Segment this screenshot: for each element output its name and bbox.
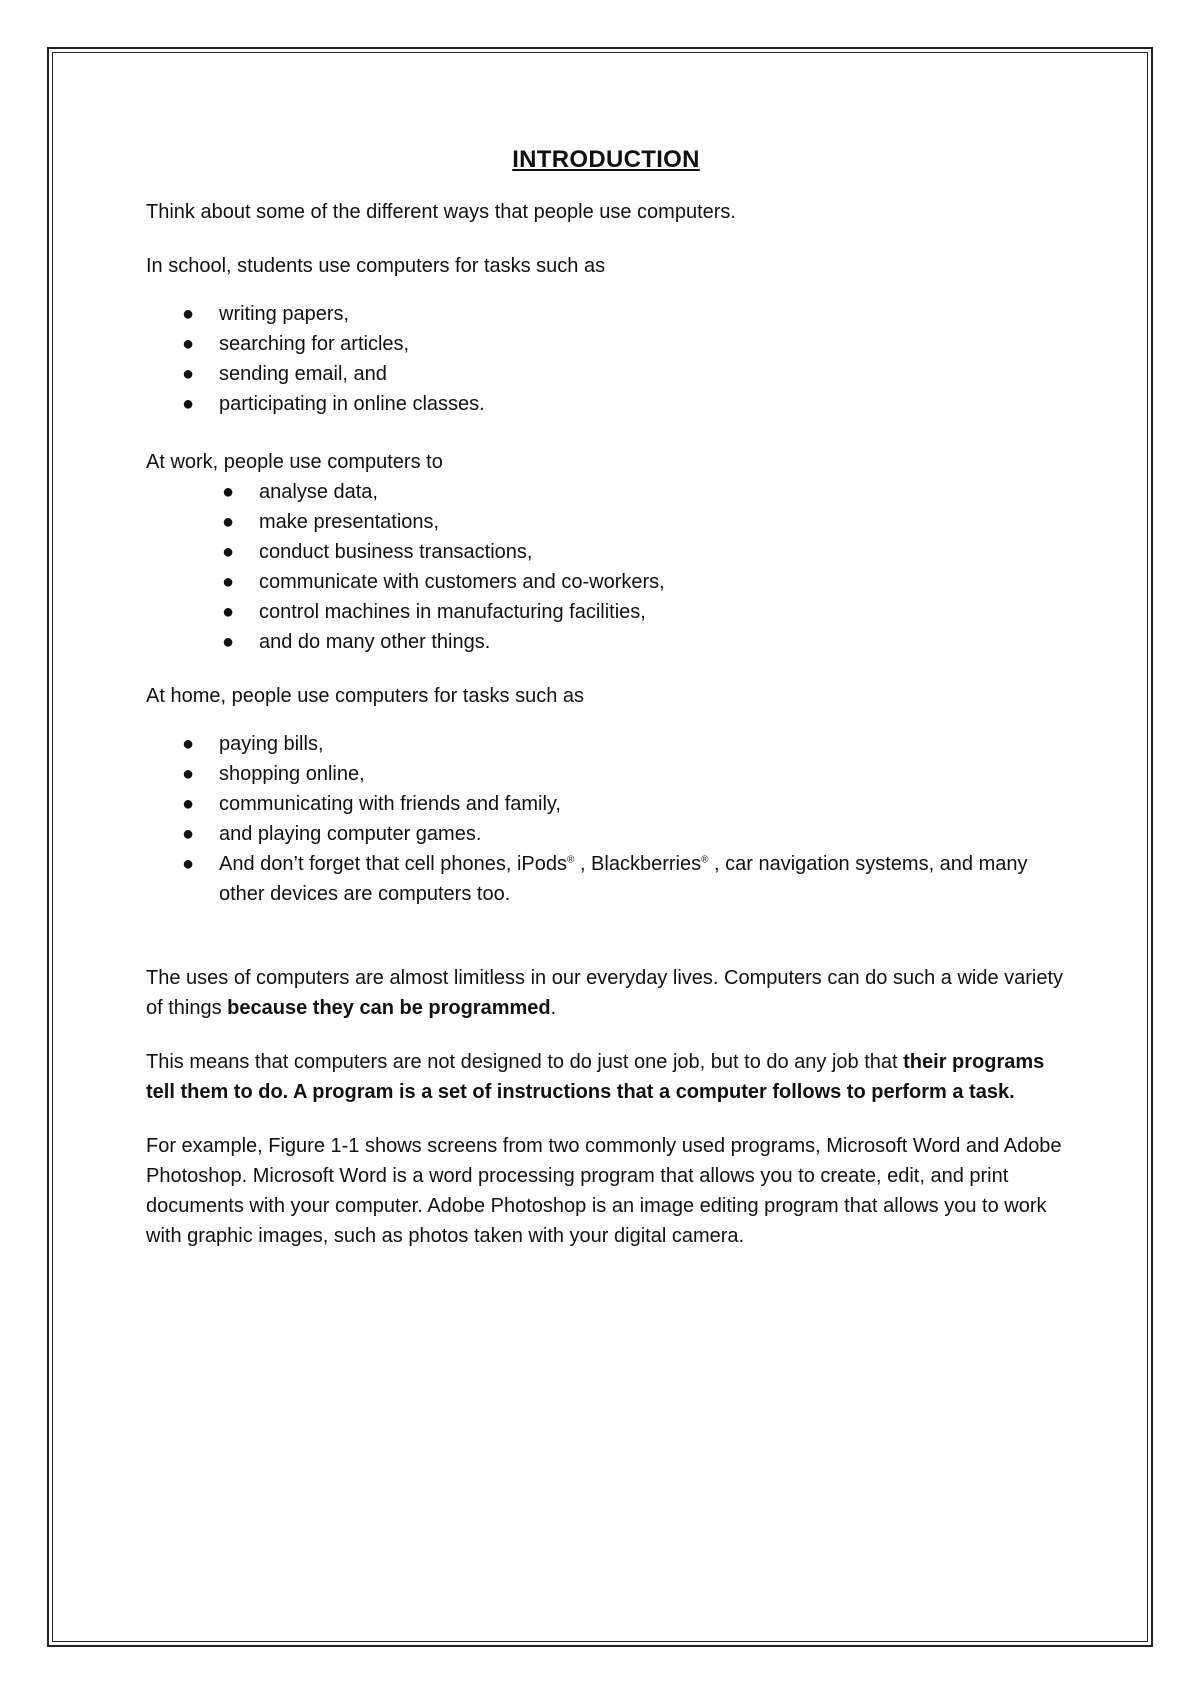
bullet-icon: ● (182, 333, 195, 355)
bullet-icon: ● (182, 363, 195, 385)
home-lead: At home, people use computers for tasks such as (146, 685, 584, 707)
list-item: ● make presentations, (146, 507, 1066, 537)
list-item: ● paying bills, (146, 729, 1066, 759)
work-lead: At work, people use computers to (146, 451, 443, 473)
school-lead: In school, students use computers for tasks such as (146, 255, 606, 277)
registered-mark: ® (567, 854, 575, 866)
bullet-icon: ● (222, 631, 235, 653)
bullet-icon: ● (222, 571, 235, 593)
list-item: ● participating in online classes. (146, 389, 1066, 419)
bullet-icon: ● (182, 853, 195, 875)
registered-mark: ® (701, 854, 709, 866)
work-list (146, 477, 1066, 657)
bullet-icon: ● (182, 763, 195, 785)
bullet-icon: ● (182, 393, 195, 415)
page-title: INTRODUCTION (512, 146, 700, 173)
school-list (146, 299, 1066, 419)
bullet-icon: ● (222, 511, 235, 533)
document-body (146, 145, 1066, 1275)
list-item: ● sending email, and (146, 359, 1066, 389)
list-item: ● analyse data, (146, 477, 1066, 507)
list-item: ● and playing computer games. (146, 819, 1066, 849)
list-item: ● shopping online, (146, 759, 1066, 789)
bullet-icon: ● (182, 303, 195, 325)
bullet-icon: ● (182, 733, 195, 755)
list-item: ● conduct business transactions, (146, 537, 1066, 567)
example-paragraph: For example, Figure 1-1 shows screens from two commonly used programs, Microsoft Word and Adobe Photoshop. Microsoft Word is a word processing program that allows you to create, edit, and print documents with your computer. Adobe Photoshop is an image editing program that allows you to work with graphic images, such as photos taken with your digital camera. (146, 1135, 1062, 1247)
list-item: ● communicate with customers and co-workers, (146, 567, 1066, 597)
bullet-icon: ● (182, 793, 195, 815)
intro-paragraph: Think about some of the different ways that people use computers. (146, 201, 736, 223)
list-item: ● control machines in manufacturing facilities, (146, 597, 1066, 627)
bullet-icon: ● (222, 481, 235, 503)
list-item: ● and do many other things. (146, 627, 1066, 657)
home-list (146, 729, 1066, 909)
bullet-icon: ● (222, 601, 235, 623)
uses-paragraph: The uses of computers are almost limitless in our everyday lives. Computers can do such a wide variety of things because they can be programmed. (146, 967, 1064, 1019)
list-item: ● And don’t forget that cell phones, iPods® , Blackberries® , car navigation systems, and many other devices are computers too. (146, 849, 1066, 909)
bullet-icon: ● (222, 541, 235, 563)
list-item: ● communicating with friends and family, (146, 789, 1066, 819)
list-item: ● writing papers, (146, 299, 1066, 329)
bullet-icon: ● (182, 823, 195, 845)
means-paragraph: This means that computers are not designed to do just one job, but to do any job that their programs tell them to do. A program is a set of instructions that a computer follows to perform a task. (146, 1051, 1045, 1103)
list-item: ● searching for articles, (146, 329, 1066, 359)
